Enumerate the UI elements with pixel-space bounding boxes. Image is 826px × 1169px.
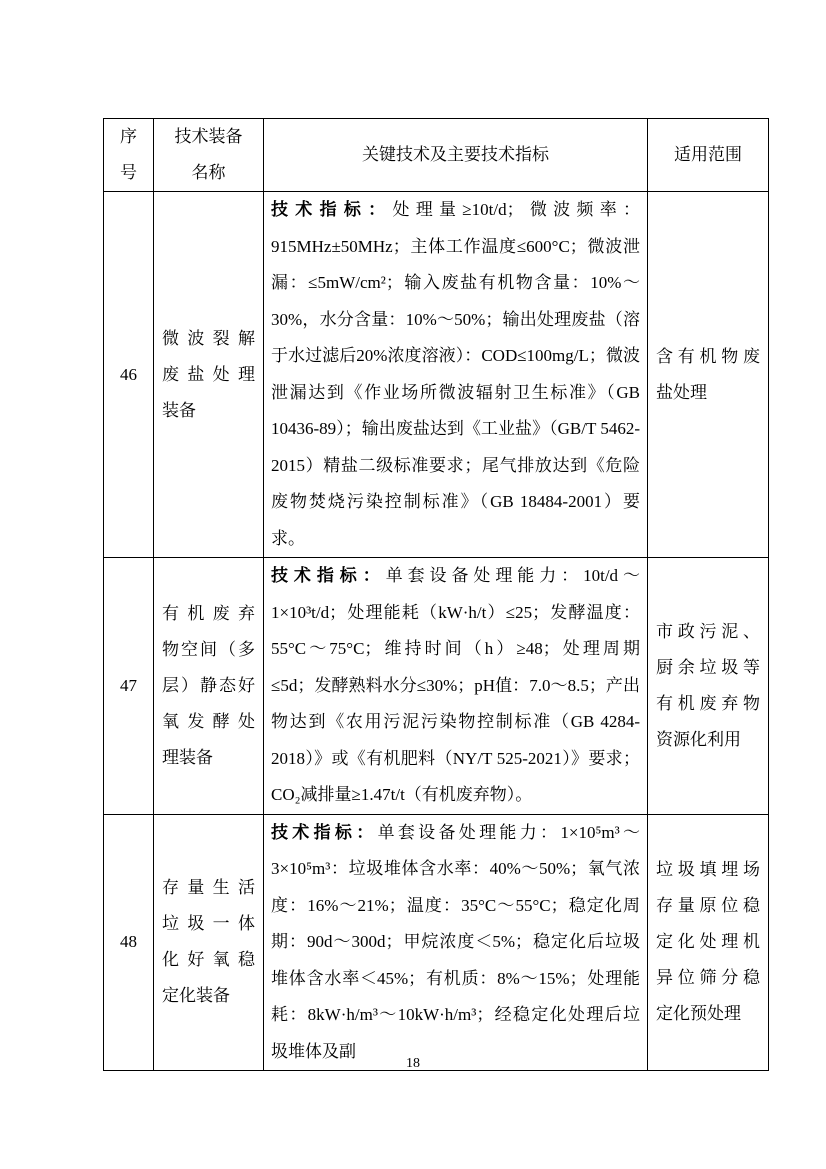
equipment-name-line: 层）静态好 — [162, 675, 255, 695]
scope-line: 资源化利用 — [656, 729, 741, 749]
scope-line: 定化预处理 — [656, 1004, 741, 1024]
application-scope — [648, 192, 769, 558]
spec-text: 单套设备处理能力：1×10⁵m³～3×10⁵m³：垃圾堆体含水率：40%～50%；氧气浓度：16%～21%；温度：35°C～55°C；稳定化周期：90d～300d；甲烷浓度＜5%；稳定化后垃圾堆体含水率＜45%；有机质：8%～15%；处理能耗：8kW·h/m³～10kW·h/m³；经稳定化处理后垃圾堆体及副 — [271, 822, 641, 1061]
scope-line: 厨余垃圾等 — [656, 657, 760, 677]
table-row — [104, 558, 769, 815]
scope-line: 定化处理机 — [656, 932, 760, 952]
scope-line: 市政污泥、 — [656, 621, 760, 641]
equipment-name-line: 化好氧稳 — [162, 950, 255, 970]
table-header-row — [104, 119, 769, 192]
header-seq — [104, 119, 154, 192]
scope-line: 盐处理 — [656, 382, 707, 402]
header-name — [154, 119, 264, 192]
equipment-name-line: 装备 — [162, 400, 196, 420]
header-name-line-2: 名称 — [191, 163, 226, 182]
spec-text: 单套设备处理能力：10t/d～1×10³t/d；处理能耗（kW·h/t）≤25；发酵温度：55°C～75°C；维持时间（h）≥48；处理周期≤5d；发酵熟料水分≤30%；pH值：7.0～8.5；产出物达到《农用污泥污染物控制标准（GB 4284-2018）》或《有机肥料（NY/T 525-2021）》要求；CO₂减排量≥1.47t/t（有机废弃物）。 — [271, 566, 640, 804]
row-number: 48 — [104, 814, 154, 1071]
page-number: 18 — [406, 1056, 420, 1071]
spec-label: 技术指标： — [271, 200, 393, 219]
table-row — [104, 192, 769, 558]
scope-line: 存量原位稳 — [656, 896, 760, 916]
application-scope — [648, 814, 769, 1071]
scope-line: 含有机物废 — [656, 346, 760, 366]
equipment-name-line: 定化装备 — [162, 986, 230, 1006]
equipment-name-line: 微波裂解 — [162, 328, 255, 348]
equipment-table — [103, 118, 769, 1071]
equipment-name-line: 垃圾一体 — [162, 914, 255, 934]
scope-line: 垃圾填埋场 — [656, 860, 760, 880]
equipment-name-line: 有机废弃 — [162, 603, 255, 623]
equipment-name-line: 存量生活 — [162, 878, 255, 898]
table-row — [104, 814, 769, 1071]
equipment-name-line: 物空间（多 — [162, 639, 255, 659]
header-seq-line-2: 号 — [120, 163, 137, 182]
header-seq-line-1: 序 — [120, 127, 137, 146]
technical-spec — [264, 192, 648, 558]
scope-line: 异位筛分稳 — [656, 968, 760, 988]
spec-label: 技术指标： — [271, 822, 378, 842]
header-scope: 适用范围 — [648, 119, 769, 192]
equipment-name-line: 废盐处理 — [162, 364, 255, 384]
header-name-line-1: 技术装备 — [174, 127, 243, 146]
equipment-name-line: 理装备 — [162, 747, 213, 767]
spec-label: 技术指标： — [271, 566, 386, 585]
application-scope — [648, 558, 769, 815]
header-key-tech: 关键技术及主要技术指标 — [264, 119, 648, 192]
row-number: 46 — [104, 192, 154, 558]
equipment-name — [154, 192, 264, 558]
row-number: 47 — [104, 558, 154, 815]
spec-text: 处理量≥10t/d；微波频率：915MHz±50MHz；主体工作温度≤600°C；微波泄漏：≤5mW/cm²；输入废盐有机物含量：10%～30%，水分含量：10%～50%；输出处理废盐（溶于水过滤后20%浓度溶液）：COD≤100mg/L；微波泄漏达到《作业场所微波辐射卫生标准》（GB 10436-89）；输出废盐达到《工业盐》（GB/T 5462-2015）精盐二级标准要求；尾气排放达到《危险废物焚烧污染控制标准》（GB 18484-2001）要求。 — [271, 200, 641, 548]
technical-spec — [264, 814, 648, 1071]
equipment-name-line: 氧发酵处 — [162, 711, 255, 731]
equipment-name — [154, 558, 264, 815]
equipment-name — [154, 814, 264, 1071]
technical-spec — [264, 558, 648, 815]
scope-line: 有机废弃物 — [656, 693, 760, 713]
